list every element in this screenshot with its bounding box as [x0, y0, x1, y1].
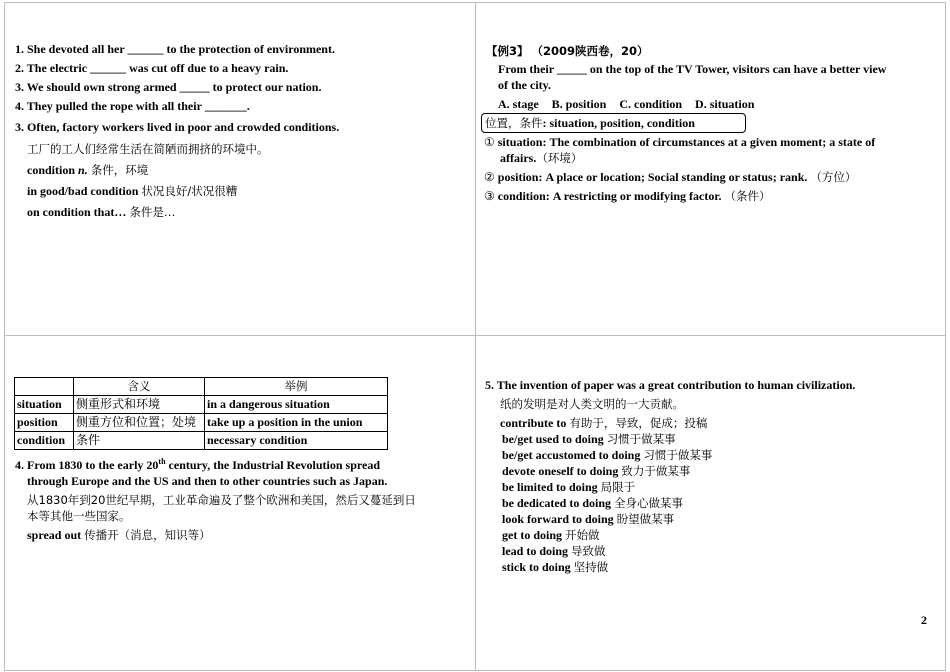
option-a: A. stage — [498, 97, 539, 111]
sentence-translation-cont: 本等其他一些国家。 — [27, 509, 131, 523]
definition-condition: ③ condition: A restricting or modifying factor. （条件） — [484, 189, 771, 203]
definition-position: ② position: A place or location; Social standing or status; rank. （方位） — [484, 170, 857, 184]
phrase-entry: in good/bad condition 状况良好/状况很糟 — [27, 184, 238, 198]
option-d: D. situation — [695, 97, 755, 111]
slide-panel-bottom-left — [4, 335, 476, 671]
phrase-entry: stick to doing 坚持做 — [502, 560, 609, 574]
table-header-cell: 含义 — [74, 378, 205, 396]
phrase-entry: contribute to 有助于，导致，促成；投稿 — [500, 416, 708, 430]
example-sentence: 5. The invention of paper was a great contribution to human civilization. — [485, 378, 856, 392]
phrase-entry: get to doing 开始做 — [502, 528, 600, 542]
exercise-item: 2. The electric ______ was cut off due to a heavy rain. — [15, 61, 289, 75]
option-c: C. condition — [619, 97, 683, 111]
definition-situation-cont: affairs.（环境） — [500, 151, 583, 165]
phrase-entry: spread out 传播开（消息，知识等） — [27, 528, 211, 542]
page-number: 2 — [921, 613, 927, 627]
definition-situation: ① situation: The combination of circumstances at a given moment; a state of — [484, 135, 876, 149]
example-sentence: 3. Often, factory workers lived in poor and crowded conditions. — [15, 120, 340, 134]
phrase-entry: on condition that… 条件是… — [27, 205, 176, 219]
sentence-translation: 工厂的工人们经常生活在简陋而拥挤的环境中。 — [27, 142, 269, 156]
exercise-item: 4. They pulled the rope with all their _______. — [15, 99, 250, 113]
table-cell-example: necessary condition — [205, 432, 388, 450]
table-cell-example: in a dangerous situation — [205, 396, 388, 414]
phrase-entry: devote oneself to doing 致力于做某事 — [502, 464, 691, 478]
table-cell-meaning: 侧重方位和位置；处境 — [74, 414, 205, 432]
table-row — [15, 396, 388, 414]
table-cell-word: situation — [15, 396, 74, 414]
table-header-cell: 举例 — [205, 378, 388, 396]
table-header-row — [15, 378, 388, 396]
table-cell-example: take up a position in the union — [205, 414, 388, 432]
phrase-entry: lead to doing 导致做 — [502, 544, 606, 558]
slide-panel-top-left — [4, 2, 476, 336]
table-cell-word: position — [15, 414, 74, 432]
table-row — [15, 432, 388, 450]
phrase-entry: look forward to doing 盼望做某事 — [502, 512, 675, 526]
phrase-entry: be/get accustomed to doing 习惯于做某事 — [502, 448, 713, 462]
vocab-entry: condition n. 条件，环境 — [27, 163, 149, 177]
table-cell-meaning: 条件 — [74, 432, 205, 450]
example-sentence-cont: through Europe and the US and then to other countries such as Japan. — [27, 474, 388, 488]
phrase-entry: be limited to doing 局限于 — [502, 480, 636, 494]
phrase-entry: be/get used to doing 习惯于做某事 — [502, 432, 676, 446]
question-text: of the city. — [498, 78, 551, 92]
comparison-table — [14, 377, 388, 450]
table-cell-word: condition — [15, 432, 74, 450]
slide-panel-bottom-right — [475, 335, 946, 671]
question-text: From their _____ on the top of the TV Tower, visitors can have a better view — [498, 62, 887, 76]
table-header-cell — [15, 378, 74, 396]
answer-options — [498, 96, 754, 112]
sentence-translation: 纸的发明是对人类文明的一大贡献。 — [500, 397, 684, 411]
option-b: B. position — [551, 97, 607, 111]
table-cell-meaning: 侧重形式和环境 — [74, 396, 205, 414]
example-sentence: 4. From 1830 to the early 20th century, the Industrial Revolution spread — [15, 457, 381, 472]
exercise-item: 1. She devoted all her ______ to the protection of environment. — [15, 42, 335, 56]
table-row — [15, 414, 388, 432]
exercise-item: 3. We should own strong armed _____ to protect our nation. — [15, 80, 322, 94]
sentence-translation: 从1830年到20世纪早期，工业革命遍及了整个欧洲和美国，然后又蔓延到日 — [27, 493, 416, 507]
example-header: 【例3】 （2009陕西卷，20） — [486, 44, 649, 58]
slide-panel-top-right — [475, 2, 946, 336]
boxed-summary: 位置，条件: situation, position, condition — [485, 116, 695, 130]
phrase-entry: be dedicated to doing 全身心做某事 — [502, 496, 684, 510]
